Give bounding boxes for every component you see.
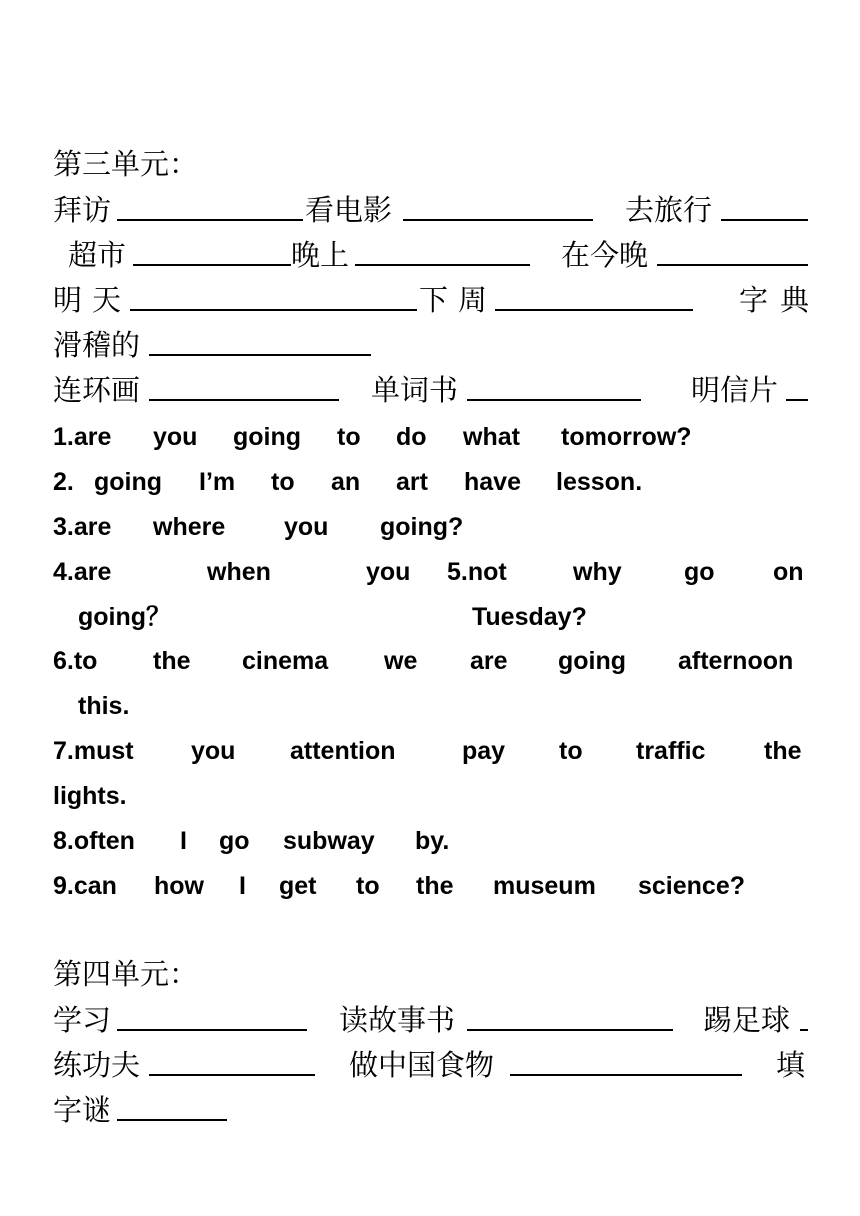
sentence-9	[53, 869, 808, 914]
unit4-heading: 第四单元：	[53, 957, 199, 991]
word: cinema	[242, 647, 329, 675]
sentence-2	[53, 465, 808, 510]
answer-blank[interactable]	[495, 283, 693, 315]
word: 3.are	[53, 513, 112, 541]
word: an	[331, 468, 361, 496]
word: 6.to	[53, 647, 98, 675]
word: to	[271, 468, 295, 496]
word: going	[558, 647, 627, 675]
answer-blank[interactable]	[403, 193, 593, 225]
word: to	[559, 737, 583, 765]
word: science?	[638, 872, 746, 900]
answer-blank[interactable]	[721, 193, 808, 225]
word: go	[219, 827, 250, 855]
vocab-label: 去旅行	[625, 193, 713, 227]
answer-blank[interactable]	[117, 1003, 307, 1035]
vocab-label: 字谜	[53, 1093, 112, 1127]
vocab-label: 填	[776, 1048, 806, 1082]
vocab-label: 字典	[739, 283, 822, 317]
word: you	[284, 513, 329, 541]
word: Tuesday?	[472, 603, 587, 631]
word: where	[153, 513, 226, 541]
vocab-label: 学习	[53, 1003, 112, 1037]
vocab-label: 滑稽的	[53, 328, 141, 362]
vocab-label: 读故事书	[339, 1003, 456, 1037]
word: you	[191, 737, 236, 765]
sentence-7	[53, 734, 808, 779]
sentence-4-5-row-2	[53, 600, 808, 645]
word: 2.	[53, 468, 74, 496]
unit3-heading: 第三单元：	[53, 147, 199, 181]
word: on	[773, 558, 804, 586]
word: the	[153, 647, 191, 675]
word: the	[764, 737, 802, 765]
word: what	[463, 423, 520, 451]
answer-blank[interactable]	[133, 238, 291, 270]
word: to	[337, 423, 361, 451]
word: 4.are	[53, 558, 112, 586]
word: 7.must	[53, 737, 134, 765]
answer-blank[interactable]	[510, 1048, 742, 1080]
word: going？	[78, 603, 172, 631]
word: art	[396, 468, 428, 496]
answer-blank[interactable]	[800, 1003, 808, 1035]
word: 8.often	[53, 827, 135, 855]
word: I	[239, 872, 246, 900]
unit3-vocab-row-3	[53, 283, 822, 328]
word: you	[366, 558, 411, 586]
answer-blank[interactable]	[786, 373, 808, 405]
word: to	[356, 872, 380, 900]
sentence-8	[53, 824, 808, 869]
word: when	[207, 558, 271, 586]
word: have	[464, 468, 521, 496]
word: I’m	[199, 468, 236, 496]
vocab-label: 踢足球	[703, 1003, 791, 1037]
sentence-3	[53, 510, 808, 555]
vocab-label: 做中国食物	[349, 1048, 495, 1082]
word: the	[416, 872, 454, 900]
vocab-label: 连环画	[53, 373, 141, 407]
vocab-label: 晚上	[291, 238, 350, 272]
word: traffic	[636, 737, 706, 765]
vocab-label: 下周	[419, 283, 498, 317]
unit4-vocab-row-1	[53, 1003, 808, 1048]
unit3-vocab-row-2	[53, 238, 808, 283]
word: we	[384, 647, 418, 675]
word: are	[470, 647, 508, 675]
sentence-4-5-row-1	[53, 555, 808, 600]
word: you	[153, 423, 198, 451]
word: do	[396, 423, 427, 451]
sentence-1	[53, 420, 808, 465]
answer-blank[interactable]	[117, 1093, 227, 1125]
word: get	[279, 872, 317, 900]
word: why	[573, 558, 622, 586]
vocab-label: 超市	[68, 238, 127, 272]
vocab-label: 单词书	[371, 373, 459, 407]
answer-blank[interactable]	[149, 328, 371, 360]
answer-blank[interactable]	[130, 283, 417, 315]
word: 1.are	[53, 423, 112, 451]
word: tomorrow?	[561, 423, 692, 451]
vocab-label: 在今晚	[561, 238, 649, 272]
vocab-label: 拜访	[53, 193, 112, 227]
vocab-label: 练功夫	[53, 1048, 141, 1082]
vocab-label: 看电影	[305, 193, 393, 227]
word: going	[233, 423, 302, 451]
unit3-heading-line	[53, 147, 808, 192]
answer-blank[interactable]	[149, 373, 339, 405]
word: go	[684, 558, 715, 586]
word: attention	[290, 737, 396, 765]
word: museum	[493, 872, 596, 900]
sentence-7-cont	[53, 779, 808, 824]
vocab-label: 明信片	[691, 373, 779, 407]
word: going	[94, 468, 163, 496]
word: 9.can	[53, 872, 117, 900]
unit4-vocab-row-2	[53, 1048, 808, 1093]
answer-blank[interactable]	[149, 1048, 315, 1080]
word: I	[180, 827, 187, 855]
unit4-vocab-row-3	[53, 1093, 808, 1138]
unit4-heading-line	[53, 957, 808, 1002]
sentence-6	[53, 644, 808, 689]
sentence-6-cont	[53, 689, 808, 734]
word: afternoon	[678, 647, 794, 675]
answer-blank[interactable]	[467, 373, 641, 405]
unit3-vocab-row-4	[53, 328, 808, 373]
answer-blank[interactable]	[355, 238, 530, 270]
word: pay	[462, 737, 506, 765]
word: going?	[380, 513, 464, 541]
vocab-label: 明天	[53, 283, 132, 317]
answer-blank[interactable]	[467, 1003, 673, 1035]
word: how	[154, 872, 204, 900]
word: by.	[415, 827, 450, 855]
unit3-vocab-row-5	[53, 373, 808, 418]
answer-blank[interactable]	[657, 238, 808, 270]
word: 5.not	[447, 558, 507, 586]
word: lights.	[53, 782, 127, 810]
word: subway	[283, 827, 375, 855]
answer-blank[interactable]	[117, 193, 303, 225]
unit3-vocab-row-1	[53, 193, 808, 238]
word: this.	[78, 692, 130, 720]
word: lesson.	[556, 468, 643, 496]
